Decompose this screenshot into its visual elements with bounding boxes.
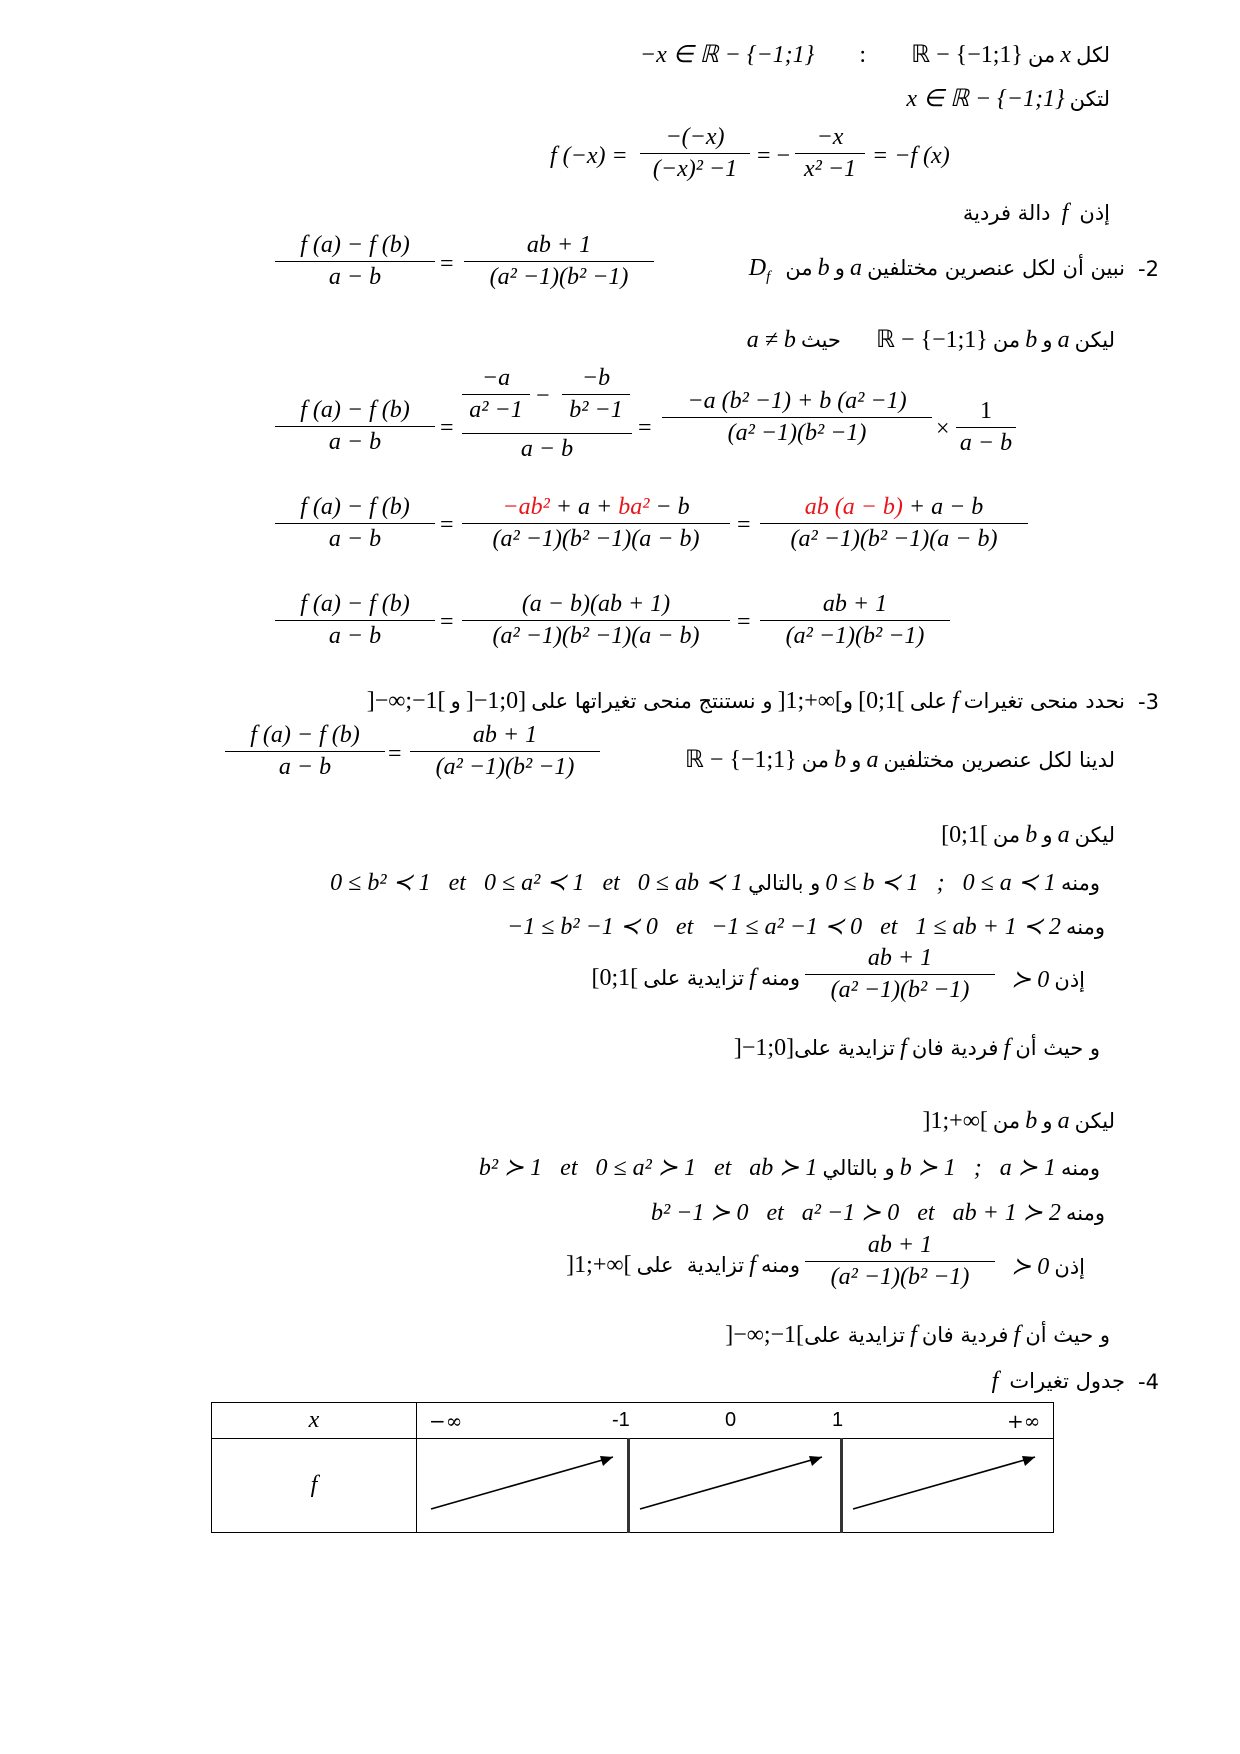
p2-s3-eq2: = xyxy=(737,609,751,635)
p3-c1-l4-int: [0;1[ xyxy=(591,965,639,991)
p1-eq-frac1-den: (−x)² −1 xyxy=(652,156,738,182)
p2-let xyxy=(680,325,1115,354)
p2-st-b: b xyxy=(817,255,830,281)
p2-claim-rhs-num: ab + 1 xyxy=(526,232,592,258)
p1-l1-x: x xyxy=(1060,42,1071,68)
vt-f: f xyxy=(310,1472,318,1498)
p3-have-text: لدينا لكل عنصرين مختلفين xyxy=(883,748,1115,772)
p2-s2-r-den: (a² −1)(b² −1)(a − b) xyxy=(790,526,998,552)
p2-s1-inner-minus: − xyxy=(536,383,550,409)
p3-c2-let-a: a xyxy=(1057,1108,1070,1134)
vt-pinf: +∞ xyxy=(1007,1409,1041,1433)
p3-c2-let-int: ]1;+∞[ xyxy=(922,1108,988,1134)
vt-x: x xyxy=(308,1407,320,1433)
p2-s3-mid-num: (a − b)(ab + 1) xyxy=(521,591,671,617)
p3-c2-let-text: ليكن xyxy=(1074,1109,1115,1133)
p1-eq-rhs: = −f (x) xyxy=(872,143,950,169)
p2-s2-mid-den: (a² −1)(b² −1)(a − b) xyxy=(492,526,700,552)
p1-eq-frac2-den: x² −1 xyxy=(803,156,857,182)
p1-l1-set: ℝ − {−1;1} xyxy=(911,42,1023,68)
p2-let-cond: a ≠ b xyxy=(746,327,796,353)
p2-s2-mid-red2: ba² xyxy=(618,494,650,520)
p3-c2-l4-ar3: تزايدية على xyxy=(636,1253,745,1277)
p3-c1-l3 xyxy=(440,912,1105,941)
p3-c1-l4-ar: إذن xyxy=(1054,968,1085,992)
vt-arrow-2 xyxy=(630,1439,840,1527)
p2-s3-lhs-num: f (a) − f (b) xyxy=(300,591,410,617)
p3-t-i4: ]−∞;−1[ xyxy=(366,688,446,714)
p3-t-i3: ]−1;0] xyxy=(465,688,527,714)
p1-l1-result: −x ∈ ℝ − {−1;1} xyxy=(639,42,815,68)
p2-s1-last-num: 1 xyxy=(980,398,992,424)
vt-x-values xyxy=(417,1403,1054,1439)
p3-c2-l4-gt: ≻ 0 xyxy=(1011,1254,1050,1280)
p3-c1-l2-ar: ومنه xyxy=(1061,871,1100,895)
p3-have-lhs xyxy=(225,722,385,781)
p2-s2-r-black: + a − b xyxy=(902,494,984,520)
p3-c1-l4-right xyxy=(1010,965,1085,994)
p1-l1-colon: : xyxy=(859,42,867,68)
p3-c2-l2-m1: b ≻ 1 ; a ≻ 1 xyxy=(899,1155,1056,1181)
p2-s1-last-den: a − b xyxy=(959,430,1013,456)
p3-c1-l5-int: ]−1;0] xyxy=(733,1035,795,1061)
p3-have xyxy=(630,745,1115,774)
p3-c1-l5-ar3: تزايدية على xyxy=(794,1036,895,1060)
p2-s2-r-red: ab (a − b) xyxy=(804,494,903,520)
p3-c2-let-and: و xyxy=(1042,1109,1053,1133)
p3-have-a: a xyxy=(866,747,879,773)
p2-s3-mid xyxy=(462,591,730,650)
p3-have-rhs-den: (a² −1)(b² −1) xyxy=(435,754,575,780)
p2-let-and: و xyxy=(1042,328,1053,352)
p1-l1-min: من xyxy=(1028,43,1056,67)
p3-t-f: f xyxy=(951,688,959,714)
p1-eq-frac1-num: −(−x) xyxy=(665,124,725,150)
vt-row-f xyxy=(212,1439,1054,1533)
p3-have-rhs-num: ab + 1 xyxy=(472,722,538,748)
p3-t-i2: ]1;+∞[ xyxy=(777,688,843,714)
p3-t-i1: [0;1[ xyxy=(858,688,905,714)
p3-c2-l3-ar: ومنه xyxy=(1066,1201,1105,1225)
p2-s2-r xyxy=(760,494,1028,553)
p3-c2-l4-ar2: ومنه xyxy=(761,1253,800,1277)
p3-c2-l2-ar: ومنه xyxy=(1061,1156,1100,1180)
p2-claim-lhs-den: a − b xyxy=(328,264,382,290)
p3-c2-l5-ar1: و حيث أن xyxy=(1025,1323,1110,1347)
p2-s1-times: × xyxy=(936,416,950,442)
p3-have-min: من xyxy=(801,748,829,772)
p3-c2-l5-f2: f xyxy=(910,1322,917,1348)
p2-s2-mid-red1: −ab² xyxy=(502,494,550,520)
p1-l1-lkul: لكل xyxy=(1076,43,1110,67)
p3-t-2: على xyxy=(909,689,947,713)
p2-s1-mid-top xyxy=(462,365,632,431)
p3-c1-l2-m2: 0 ≤ b² ≺ 1 et 0 ≤ a² ≺ 1 et 0 ≤ ab ≺ 1 xyxy=(330,870,744,896)
p2-statement xyxy=(680,255,1125,286)
p3-c1-l5-f2: f xyxy=(900,1035,907,1061)
p2-s1-inner2 xyxy=(562,365,630,424)
p3-c1-l2-ar2: و بالتالي xyxy=(748,871,821,895)
vt-cell-3 xyxy=(842,1439,1054,1533)
p3-c2-l5-ar3: تزايدية على xyxy=(804,1323,905,1347)
p3-c2-l5-f1: f xyxy=(1013,1322,1021,1348)
p3-c1-l4-den: (a² −1)(b² −1) xyxy=(830,977,970,1003)
p3-c2-l4-int: ]1;+∞[ xyxy=(566,1252,632,1278)
p2-s1-eq1: = xyxy=(440,415,454,441)
vt-x-label xyxy=(212,1403,417,1439)
p2-s3-lhs-den: a − b xyxy=(328,623,382,649)
p3-c1-l4-gt: ≻ 0 xyxy=(1011,967,1050,993)
p2-s3-lhs xyxy=(275,591,435,650)
p2-s1-inner1 xyxy=(462,365,530,424)
vt-f-label xyxy=(212,1439,417,1533)
p2-number: -2 xyxy=(1138,257,1159,281)
p3-c1-l4-ar2: ومنه xyxy=(761,966,800,990)
p3-c2-l3-m: b² −1 ≻ 0 et a² −1 ≻ 0 et ab + 1 ≻ 2 xyxy=(650,1200,1061,1226)
p1-line2 xyxy=(800,84,1110,113)
p2-st-D: D xyxy=(748,255,767,281)
p3-c1-l5 xyxy=(650,1035,1100,1062)
p2-st-domain xyxy=(748,255,771,285)
p1-line1 xyxy=(630,40,1110,69)
p4-title-ar: جدول تغيرات xyxy=(1009,1369,1125,1393)
p2-s1-lhs-den: a − b xyxy=(328,429,382,455)
p2-s1-mid xyxy=(462,365,632,463)
p3-t-and1: و xyxy=(842,689,854,713)
p2-s2-lhs-den: a − b xyxy=(328,526,382,552)
p3-c2-l5-int: ]−∞;−1[ xyxy=(725,1322,805,1348)
p1-l2-ltakun: لتكن xyxy=(1069,87,1110,111)
p3-c1-let-int: [0;1[ xyxy=(941,822,988,848)
p2-s3-r-num: ab + 1 xyxy=(822,591,888,617)
vt-cell-2 xyxy=(629,1439,842,1533)
p3-c1-let xyxy=(880,822,1115,849)
vt-minf: −∞ xyxy=(429,1409,463,1433)
p2-s2-lhs-num: f (a) − f (b) xyxy=(300,494,410,520)
p2-s1-r-num: −a (b² −1) + b (a² −1) xyxy=(687,388,907,414)
p2-s3-r-den: (a² −1)(b² −1) xyxy=(785,623,925,649)
p1-eq-frac1 xyxy=(640,124,750,183)
p2-s1-r xyxy=(662,388,932,447)
p2-let-where: حيث xyxy=(800,328,841,352)
p2-s1-eq2: = xyxy=(638,415,652,441)
p2-s1-lhs-num: f (a) − f (b) xyxy=(300,397,410,423)
p3-c1-let-a: a xyxy=(1057,822,1070,848)
p2-s1-mid-den: a − b xyxy=(520,436,574,462)
p2-s2-lhs xyxy=(275,494,435,553)
p2-s1-inner1-num: −a xyxy=(481,365,511,391)
p3-c2-l4-ar: إذن xyxy=(1054,1255,1085,1279)
p3-have-eq: = xyxy=(388,741,402,767)
p2-claim-lhs xyxy=(275,232,435,291)
p3-c1-l4-left xyxy=(530,965,800,992)
p3-t-1: نحدد منحى تغيرات xyxy=(963,689,1125,713)
p3-have-set: ℝ − {−1;1} xyxy=(684,747,797,773)
p3-c1-let-min: من xyxy=(992,823,1021,847)
p2-claim-rhs-den: (a² −1)(b² −1) xyxy=(489,264,629,290)
p3-c2-let-b: b xyxy=(1025,1108,1038,1134)
p3-c1-l3-m: −1 ≤ b² −1 ≺ 0 et −1 ≤ a² −1 ≺ 0 et 1 ≤ ab + 1 ≺ 2 xyxy=(507,914,1061,940)
p2-st-D-sub: f xyxy=(766,268,771,285)
p2-s1-lhs xyxy=(275,397,435,456)
p1-c-rest: دالة فردية xyxy=(962,201,1051,225)
vt-0: 0 xyxy=(725,1409,737,1431)
p2-s1-inner1-den: a² −1 xyxy=(469,397,523,423)
p3-have-b: b xyxy=(834,747,847,773)
vt-1: 1 xyxy=(832,1409,844,1431)
p2-let-set: ℝ − {−1;1} xyxy=(876,327,988,353)
p1-eq-eq1: = − xyxy=(757,143,791,169)
p2-s1-inner2-num: −b xyxy=(581,365,611,391)
p3-c2-l4-num: ab + 1 xyxy=(867,1232,933,1258)
p2-s3-eq1: = xyxy=(440,609,454,635)
p3-c2-l4-right xyxy=(1010,1252,1085,1281)
p2-claim-rhs xyxy=(464,232,654,291)
p2-s2-eq2: = xyxy=(737,512,751,538)
p3-number: -3 xyxy=(1138,690,1159,714)
p3-c1-l2 xyxy=(230,868,1100,897)
p2-let-text: ليكن xyxy=(1074,328,1115,352)
p3-c2-l3 xyxy=(590,1198,1105,1227)
p1-conclusion xyxy=(900,200,1110,227)
p2-s2-mid-black2: − b xyxy=(649,494,690,520)
p2-s2-r-num xyxy=(760,494,1028,523)
vt-arrow-1 xyxy=(417,1439,627,1527)
variation-table xyxy=(211,1402,1054,1533)
p4-number: -4 xyxy=(1138,1370,1159,1394)
p3-c1-let-text: ليكن xyxy=(1074,823,1115,847)
p2-st-a: a xyxy=(850,255,862,281)
p2-s2-eq1: = xyxy=(440,512,454,538)
p1-eq-frac2-num: −x xyxy=(816,124,844,150)
p3-c2-l2-m2: b² ≻ 1 et 0 ≤ a² ≻ 1 et ab ≻ 1 xyxy=(478,1155,818,1181)
p1-l2-math: x ∈ ℝ − {−1;1} xyxy=(906,86,1065,112)
p3-have-rhs xyxy=(410,722,600,781)
vt-arrow-3 xyxy=(843,1439,1053,1527)
p3-c2-l5 xyxy=(640,1322,1110,1349)
p3-c1-l4-f: f xyxy=(749,965,756,991)
p3-c2-l4-left xyxy=(500,1252,800,1279)
p3-c2-l2-ar2: و بالتالي xyxy=(822,1156,895,1180)
vt-row-x xyxy=(212,1403,1054,1439)
p2-s1-r-den: (a² −1)(b² −1) xyxy=(727,420,867,446)
p3-t-and2: و xyxy=(450,689,461,713)
p2-let-b: b xyxy=(1025,327,1038,353)
p2-s1-last xyxy=(956,398,1016,457)
p4-title-f: f xyxy=(991,1368,999,1394)
vt-cell-1 xyxy=(417,1439,629,1533)
p2-st-text: نبين أن لكل عنصرين مختلفين xyxy=(867,256,1125,280)
p2-s3-r xyxy=(760,591,950,650)
p2-s3-mid-den: (a² −1)(b² −1)(a − b) xyxy=(492,623,700,649)
p3-c2-l4-f: f xyxy=(749,1252,756,1278)
p2-claim-eq: = xyxy=(440,251,454,277)
p3-c2-l2 xyxy=(390,1153,1100,1182)
p3-c1-l4-num: ab + 1 xyxy=(867,945,933,971)
p2-s2-mid-num xyxy=(462,494,730,523)
p3-c1-l5-ar2: فردية فان xyxy=(911,1036,999,1060)
vt-m1: -1 xyxy=(612,1409,630,1431)
p3-have-lhs-den: a − b xyxy=(278,754,332,780)
p3-c1-l2-m1: 0 ≤ b ≺ 1 ; 0 ≤ a ≺ 1 xyxy=(825,870,1056,896)
p3-c1-l5-ar1: و حيث أن xyxy=(1015,1036,1100,1060)
p2-st-and: و xyxy=(834,256,845,280)
p2-let-min: من xyxy=(992,328,1021,352)
p2-s1-inner2-den: b² −1 xyxy=(569,397,623,423)
p1-c-idhan: إذن xyxy=(1079,201,1110,225)
p1-c-f: f xyxy=(1061,200,1069,226)
p3-c2-l5-ar2: فردية فان xyxy=(921,1323,1009,1347)
p3-c1-let-and: و xyxy=(1042,823,1053,847)
p3-have-lhs-num: f (a) − f (b) xyxy=(250,722,360,748)
p3-c2-let xyxy=(870,1108,1115,1135)
p3-c2-let-min: من xyxy=(992,1109,1021,1133)
p3-title xyxy=(230,688,1125,715)
p3-c1-l4-frac xyxy=(805,945,995,1004)
p3-have-and: و xyxy=(851,748,862,772)
p2-let-a: a xyxy=(1057,327,1070,353)
p3-c2-l4-frac xyxy=(805,1232,995,1291)
p3-t-3: و نستنتج منحى تغيراتها على xyxy=(531,689,773,713)
p2-claim-lhs-num: f (a) − f (b) xyxy=(300,232,410,258)
p2-s2-mid-black1: + a + xyxy=(549,494,619,520)
p3-c1-l5-f1: f xyxy=(1003,1035,1011,1061)
p3-c2-l4-den: (a² −1)(b² −1) xyxy=(830,1264,970,1290)
p3-c1-let-b: b xyxy=(1025,822,1038,848)
p2-s2-mid xyxy=(462,494,730,553)
p1-eq-lhs: f (−x) = xyxy=(550,143,628,169)
p2-st-min: من xyxy=(785,256,813,280)
p4-title xyxy=(930,1368,1125,1395)
p1-eq-frac2 xyxy=(795,124,865,183)
p3-c1-l3-ar: ومنه xyxy=(1066,915,1105,939)
p3-c1-l4-ar3: تزايدية على xyxy=(643,966,745,990)
